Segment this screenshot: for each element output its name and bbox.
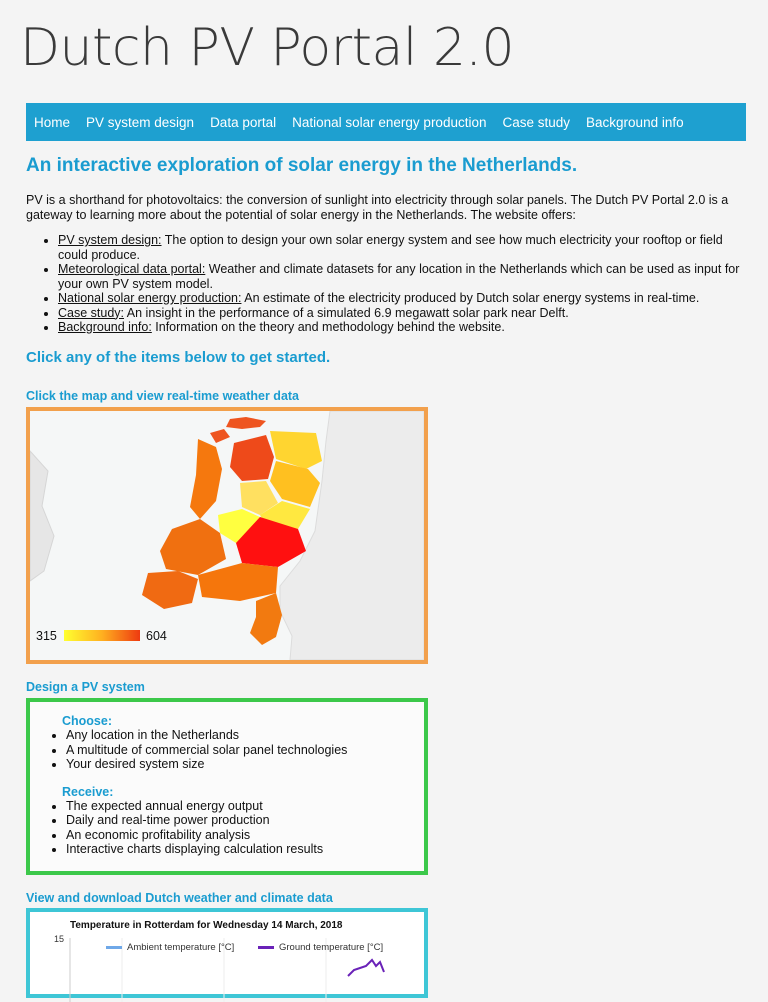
feature-text: Weather and climate datasets for any location in the Netherlands which can be used as input for your own PV system model.	[58, 262, 740, 291]
receive-title: Receive:	[62, 784, 114, 799]
list-item: • The expected annual energy output	[66, 799, 424, 814]
nav-home[interactable]: Home	[34, 114, 71, 130]
feature-text: An estimate of the electricity produced by Dutch solar energy systems in real-time.	[241, 291, 700, 305]
province-noord-holland[interactable]	[190, 439, 222, 519]
province-noord-brabant[interactable]	[198, 563, 278, 601]
legend-ground[interactable]	[258, 942, 383, 953]
feature-text: Information on the theory and methodology behind the website.	[151, 320, 505, 334]
province-limburg[interactable]	[250, 593, 282, 645]
receive-list	[30, 799, 424, 857]
list-item: • A multitude of commercial solar panel technologies	[66, 743, 424, 758]
ground-temperature-line	[348, 960, 384, 976]
legend-ambient[interactable]	[106, 942, 234, 953]
nav-data-portal[interactable]: Data portal	[210, 114, 277, 130]
main-navbar	[26, 103, 746, 141]
list-item: • Daily and real-time power production	[66, 813, 424, 828]
province-zuid-holland[interactable]	[160, 519, 226, 575]
legend-ground-label: Ground temperature [°C]	[279, 942, 384, 953]
legend-color-scale	[64, 630, 140, 641]
legend-ambient-label: Ambient temperature [°C]	[127, 942, 235, 953]
design-panel[interactable]	[26, 698, 428, 875]
chart-plot-area	[30, 912, 424, 1002]
choose-list	[30, 728, 424, 772]
legend-ground-swatch	[258, 946, 274, 949]
design-section-label[interactable]: Design a PV system	[26, 680, 145, 694]
feature-list	[26, 233, 748, 335]
feature-link-background[interactable]: Background info:	[58, 320, 152, 334]
feature-item	[58, 320, 748, 335]
province-friesland[interactable]	[230, 435, 274, 481]
nav-pv-system-design[interactable]: PV system design	[86, 114, 195, 130]
main-content	[26, 155, 748, 366]
chart-y-tick: 15	[54, 934, 65, 944]
netherlands-map[interactable]	[30, 411, 424, 660]
uk-coast-shape	[30, 451, 54, 581]
feature-link-data-portal[interactable]: Meteorological data portal:	[58, 262, 206, 276]
province-zeeland[interactable]	[142, 571, 198, 609]
feature-item	[58, 262, 748, 291]
texel-shape	[210, 429, 230, 443]
legend-ambient-swatch	[106, 946, 122, 949]
page-heading: An interactive exploration of solar energy in the Netherlands.	[26, 155, 578, 176]
feature-link-pv-design[interactable]: PV system design:	[58, 233, 162, 247]
list-item: • Any location in the Netherlands	[66, 728, 424, 743]
feature-item	[58, 306, 748, 321]
nav-national-solar-production[interactable]: National solar energy production	[292, 114, 487, 130]
list-item: • An economic profitability analysis	[66, 828, 424, 843]
legend-max-label: 604	[146, 629, 167, 643]
nav-case-study[interactable]: Case study	[502, 114, 571, 130]
wadden-islands-shape	[226, 417, 266, 429]
feature-item	[58, 233, 748, 262]
chart-title: Temperature in Rotterdam for Wednesday 14 March, 2018	[70, 920, 343, 931]
weather-chart-panel[interactable]	[26, 908, 428, 998]
feature-link-national-production[interactable]: National solar energy production:	[58, 291, 242, 305]
nav-background-info[interactable]: Background info	[586, 114, 684, 130]
map-section-label[interactable]: Click the map and view real-time weather data	[26, 389, 300, 403]
feature-item	[58, 291, 748, 306]
feature-text: An insight in the performance of a simulated 6.9 megawatt solar park near Delft.	[124, 305, 569, 320]
list-item: • Interactive charts displaying calculation results	[66, 842, 424, 857]
legend-min-label: 315	[36, 629, 57, 643]
data-section-label[interactable]: View and download Dutch weather and climate data	[26, 891, 333, 905]
list-item: • Your desired system size	[66, 757, 424, 772]
get-started-heading: Click any of the items below to get started.	[26, 348, 331, 366]
feature-text: The option to design your own solar energy system and see how much electricity your rooftop or field could produce.	[58, 233, 723, 262]
intro-paragraph: PV is a shorthand for photovoltaics: the conversion of sunlight into electricity through solar panels. The Dutch PV Portal 2.0 is a gateway to learning more about the potential of solar energy in the Netherlands. The website offers:	[26, 193, 729, 222]
site-title[interactable]: Dutch PV Portal 2.0	[20, 18, 515, 78]
province-drenthe[interactable]	[270, 461, 320, 507]
choose-title: Choose:	[62, 714, 112, 728]
map-panel[interactable]	[26, 407, 428, 664]
feature-link-case-study[interactable]: Case study:	[58, 305, 125, 320]
